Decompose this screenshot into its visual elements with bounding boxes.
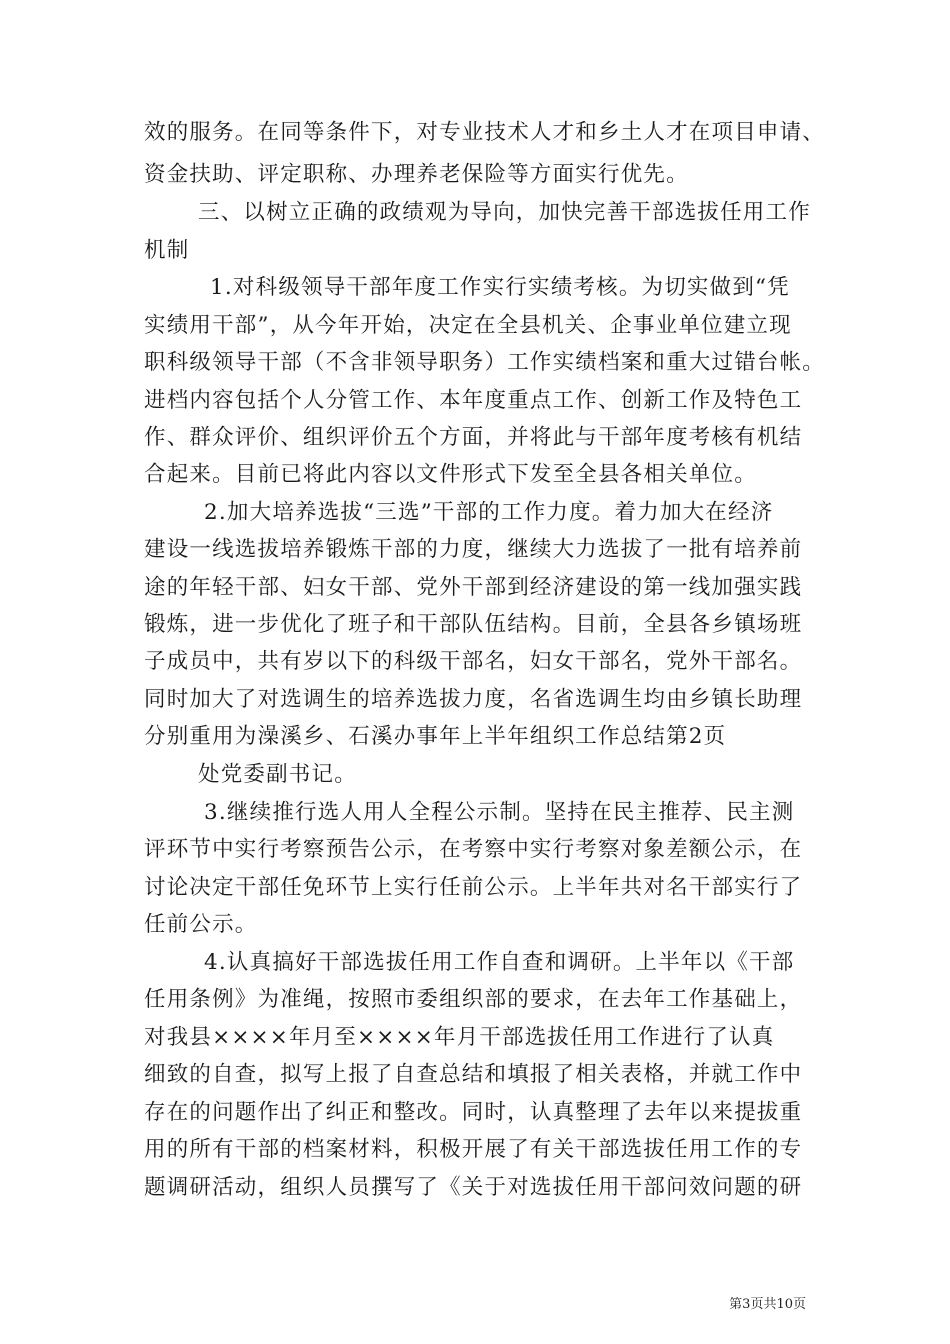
text-line: 途的年轻干部、妇女干部、党外干部到经济建设的第一线加强实践 (144, 575, 803, 600)
text-line: 效的服务。在同等条件下，对专业技术人才和乡土人才在项目申请、 (144, 120, 826, 145)
text-line: 职科级领导干部（不含非领导职务）工作实绩档案和重大过错台帐。 (144, 350, 826, 375)
text-line: 1.对科级领导干部年度工作实行实绩考核。为切实做到“凭 (210, 275, 790, 300)
text-line: 细致的自查，拟写上报了自查总结和填报了相关表格，并就工作中 (144, 1062, 803, 1087)
text-line: 合起来。目前已将此内容以文件形式下发至全县各相关单位。 (144, 462, 757, 487)
text-line: 建设一线选拔培养锻炼干部的力度，继续大力选拔了一批有培养前 (144, 537, 803, 562)
text-line: 存在的问题作出了纠正和整改。同时，认真整理了去年以来提拔重 (144, 1100, 803, 1125)
text-line: 处党委副书记。 (198, 762, 357, 787)
text-line: 同时加大了对选调生的培养选拔力度，名省选调生均由乡镇长助理 (144, 687, 803, 712)
text-line: 讨论决定干部任免环节上实行任前公示。上半年共对名干部实行了 (144, 875, 803, 900)
text-line: 3.继续推行选人用人全程公示制。坚持在民主推荐、民主测 (204, 800, 795, 825)
text-line: 任用条例》为准绳，按照市委组织部的要求，在去年工作基础上， (144, 987, 803, 1012)
text-line: 实绩用干部”，从今年开始，决定在全县机关、企事业单位建立现 (144, 313, 792, 338)
text-line: 对我县××××年月至××××年月干部选拔任用工作进行了认真 (144, 1025, 775, 1050)
text-line: 作、群众评价、组织评价五个方面，并将此与干部年度考核有机结 (144, 425, 803, 450)
text-line: 子成员中，共有岁以下的科级干部名，妇女干部名，党外干部名。 (144, 649, 803, 674)
section-heading: 机制 (144, 238, 190, 263)
text-line: 2.加大培养选拔“三选”干部的工作力度。着力加大在经济 (204, 500, 774, 525)
text-line: 资金扶助、评定职称、办理养老保险等方面实行优先。 (144, 162, 689, 187)
text-line: 进档内容包括个人分管工作、本年度重点工作、创新工作及特色工 (144, 388, 803, 413)
text-line: 用的所有干部的档案材料，积极开展了有关干部选拔任用工作的专 (144, 1137, 803, 1162)
text-line: 评环节中实行考察预告公示，在考察中实行考察对象差额公示，在 (144, 837, 803, 862)
text-line: 题调研活动，组织人员撰写了《关于对选拔任用干部问效问题的研 (144, 1175, 803, 1200)
text-line: 分别重用为澡溪乡、石溪办事年上半年组织工作总结第2页 (144, 724, 727, 749)
text-line: 任前公示。 (144, 912, 258, 937)
page-number-footer: 第3页共10页 (729, 1297, 806, 1312)
text-line: 锻炼，进一步优化了班子和干部队伍结构。目前，全县各乡镇场班 (144, 612, 803, 637)
section-heading: 三、以树立正确的政绩观为导向，加快完善干部选拔任用工作 (198, 200, 811, 225)
text-line: 4.认真搞好干部选拔任用工作自查和调研。上半年以《干部 (204, 950, 795, 975)
